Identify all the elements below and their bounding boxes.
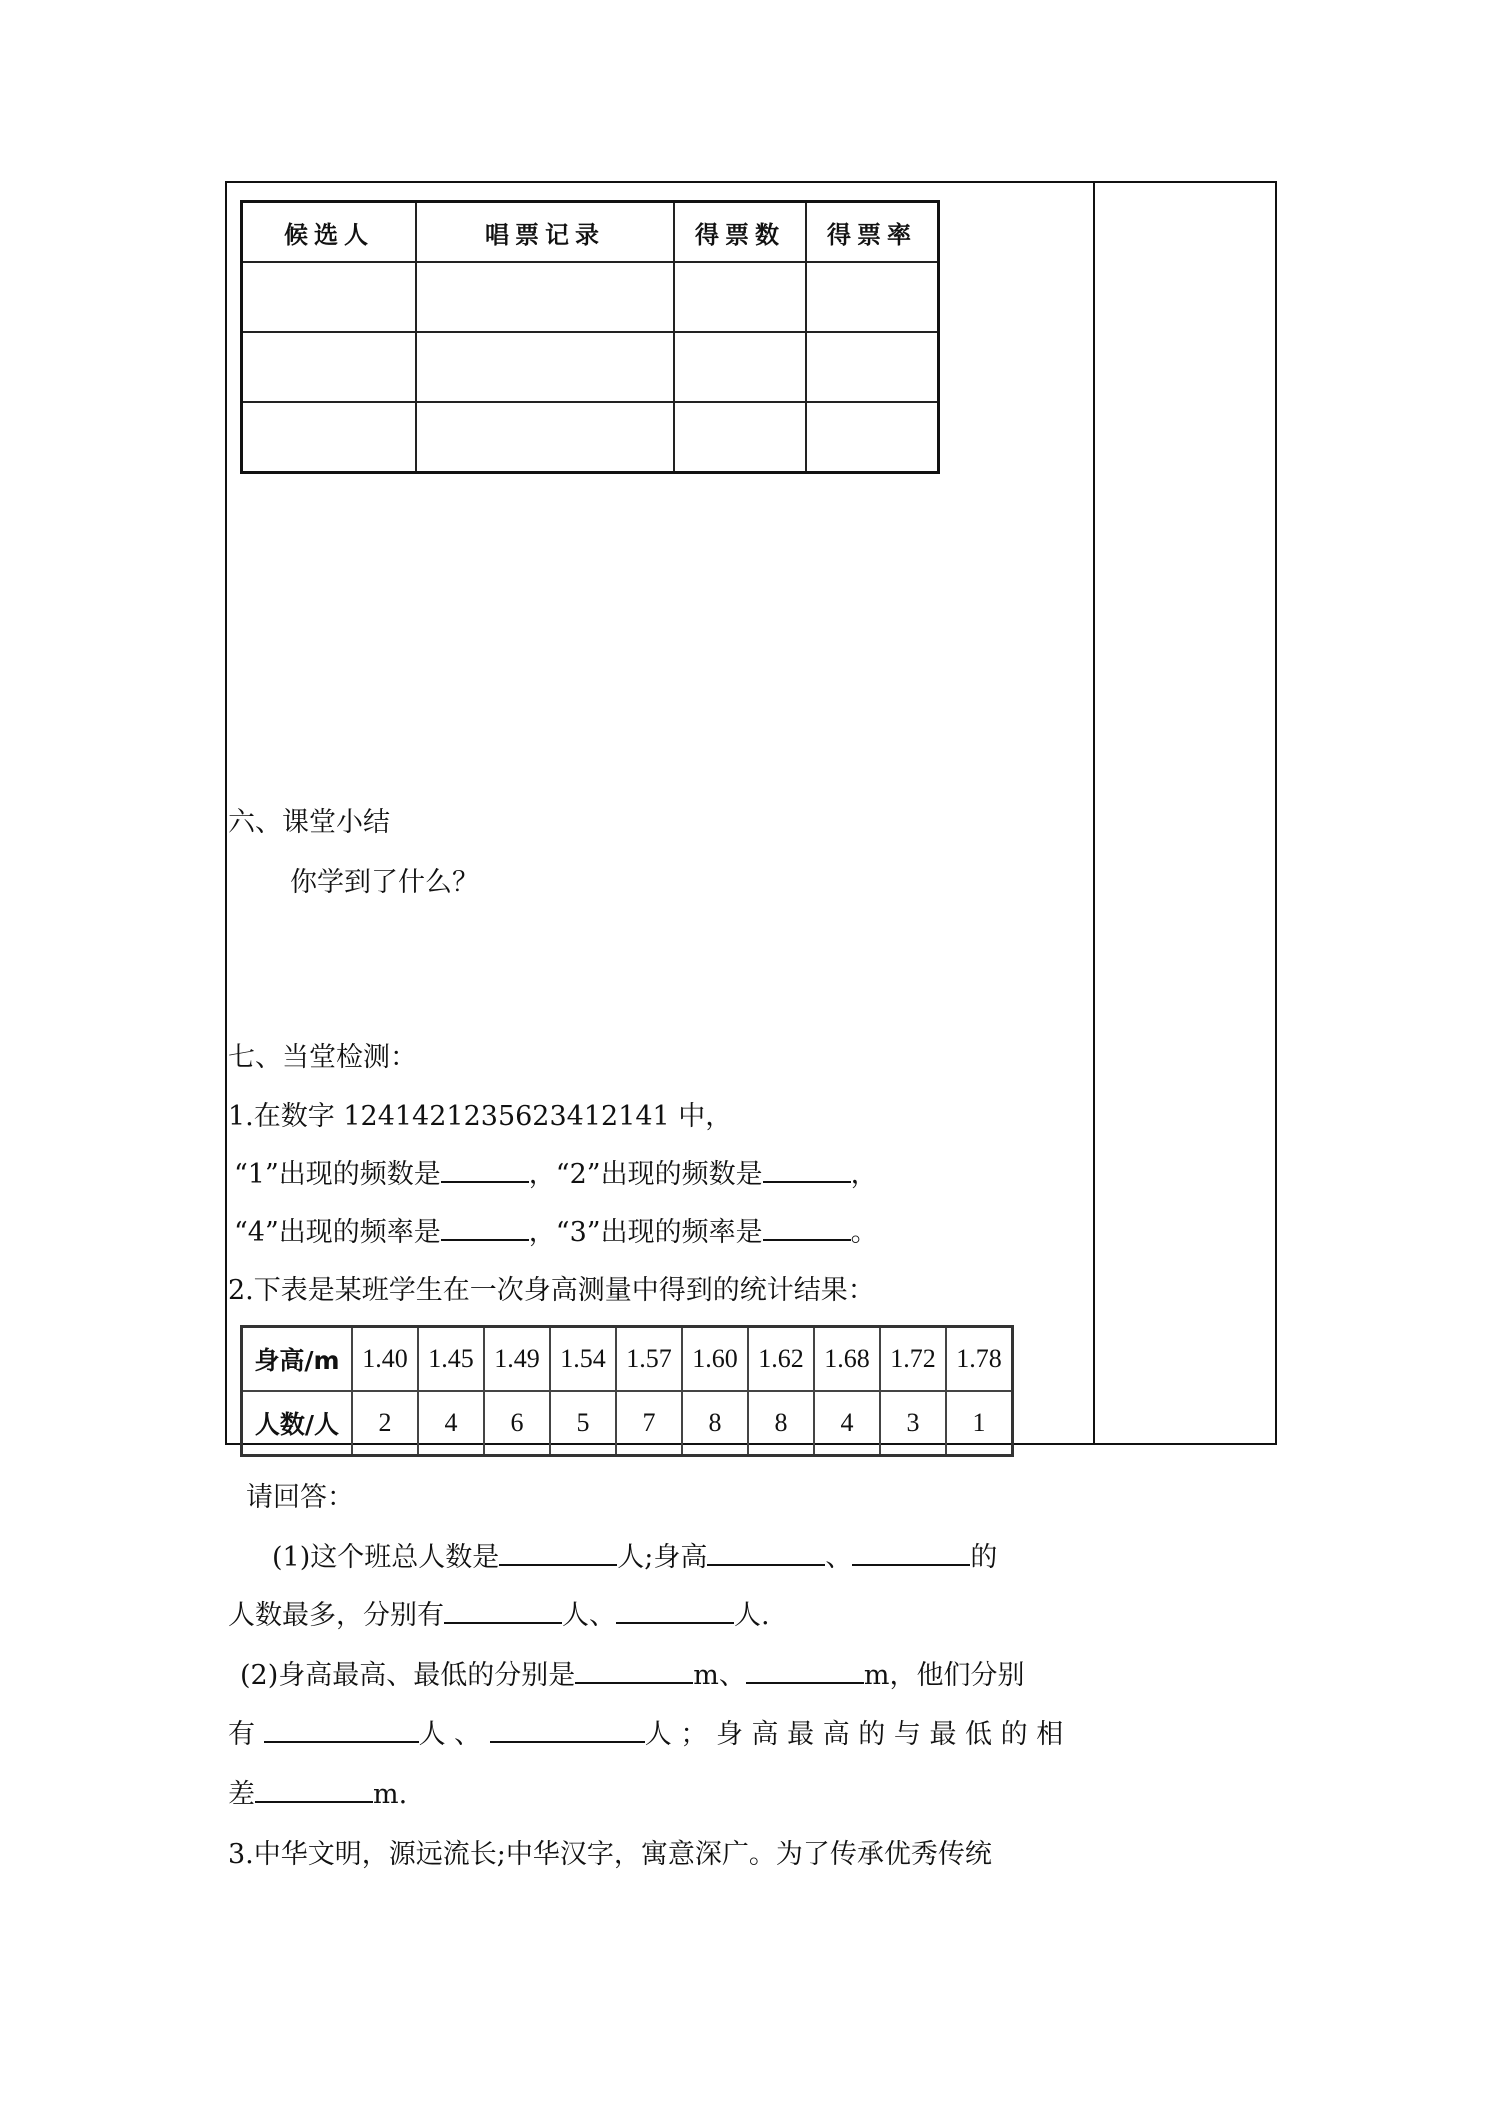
count-value: 6 — [484, 1391, 550, 1456]
q2-p1a: (1)这个班总人数是 — [272, 1542, 500, 1573]
answer-blank[interactable] — [763, 1211, 851, 1241]
header-vote-rate: 得票率 — [806, 202, 939, 263]
table-cell — [806, 332, 939, 402]
q1-l2a: “1”出现的频数是 — [234, 1159, 441, 1190]
q2-p2a: (2)身高最高、最低的分别是 — [240, 1660, 576, 1691]
q1-l3c: 。 — [850, 1217, 878, 1248]
q2-p2-line1 — [240, 1653, 1024, 1692]
answer-blank[interactable] — [255, 1773, 373, 1803]
height-stats-table — [240, 1325, 1014, 1457]
header-candidate: 候选人 — [242, 202, 417, 263]
height-value: 1.78 — [946, 1327, 1013, 1392]
q2-p2c: m，他们分别 — [863, 1660, 1025, 1691]
count-value: 2 — [352, 1391, 418, 1456]
table-cell — [674, 402, 806, 473]
table-cell — [806, 262, 939, 332]
count-value: 4 — [814, 1391, 880, 1456]
q2-prompt: 请回答： — [246, 1482, 354, 1513]
answer-blank[interactable] — [616, 1594, 734, 1624]
q2-p1d: 的 — [970, 1542, 998, 1573]
table-row — [242, 262, 939, 332]
table-cell — [242, 402, 417, 473]
answer-blank[interactable] — [852, 1536, 970, 1566]
count-value: 1 — [946, 1391, 1013, 1456]
q2-p2d: 有 — [228, 1719, 255, 1750]
q2-p1-line2 — [228, 1593, 770, 1632]
vote-record-table — [240, 200, 940, 474]
q1-line1: 1.在数字 1241421235623412141 中， — [228, 1101, 733, 1132]
count-value: 3 — [880, 1391, 946, 1456]
height-value: 1.40 — [352, 1327, 418, 1392]
table-cell — [806, 402, 939, 473]
height-value: 1.49 — [484, 1327, 550, 1392]
answer-blank[interactable] — [499, 1536, 617, 1566]
height-value: 1.57 — [616, 1327, 682, 1392]
table-cell — [416, 332, 674, 402]
q1-l2b: ，“2”出现的频数是 — [528, 1159, 763, 1190]
height-value: 1.45 — [418, 1327, 484, 1392]
answer-blank[interactable] — [444, 1594, 562, 1624]
q2-p2-line3 — [228, 1772, 407, 1811]
table-cell — [674, 332, 806, 402]
answer-blank[interactable] — [441, 1153, 529, 1183]
count-value: 5 — [550, 1391, 616, 1456]
table-row — [242, 332, 939, 402]
height-value: 1.72 — [880, 1327, 946, 1392]
q1-l3a: “4”出现的频率是 — [234, 1217, 441, 1248]
q2-p2b: m、 — [693, 1660, 746, 1691]
answer-blank[interactable] — [441, 1211, 529, 1241]
table-cell — [242, 332, 417, 402]
table-cell — [674, 262, 806, 332]
table-row — [242, 1391, 1013, 1456]
table-row — [242, 402, 939, 473]
answer-blank[interactable] — [746, 1654, 864, 1684]
answer-blank[interactable] — [264, 1713, 419, 1743]
answer-blank[interactable] — [575, 1654, 693, 1684]
q2-p1g: 人. — [734, 1600, 770, 1631]
q2-p2h: m. — [373, 1779, 408, 1810]
q2-p2-line2 — [228, 1712, 1063, 1751]
header-vote-count: 得票数 — [674, 202, 806, 263]
q3-line1: 3.中华文明，源远流长;中华汉字，寓意深广。为了传承优秀传统 — [228, 1839, 992, 1870]
answer-blank[interactable] — [490, 1713, 645, 1743]
height-value: 1.68 — [814, 1327, 880, 1392]
table-cell — [416, 262, 674, 332]
table-cell — [416, 402, 674, 473]
q2-p2f: 人 ； 身 高 最 高 的 与 最 低 的 相 — [644, 1719, 1064, 1750]
q2-p1b: 人;身高 — [617, 1542, 708, 1573]
section6-question: 你学到了什么？ — [290, 867, 479, 898]
section6-title: 六、课堂小结 — [228, 807, 390, 838]
q2-p1f: 人、 — [562, 1600, 616, 1631]
answer-blank[interactable] — [707, 1536, 825, 1566]
q2-p2e: 人 、 — [418, 1719, 482, 1750]
height-value: 1.60 — [682, 1327, 748, 1392]
header-vote-record: 唱票记录 — [416, 202, 674, 263]
count-value: 7 — [616, 1391, 682, 1456]
height-value: 1.54 — [550, 1327, 616, 1392]
q2-p1e: 人数最多，分别有 — [228, 1600, 444, 1631]
count-value: 8 — [748, 1391, 814, 1456]
count-value: 4 — [418, 1391, 484, 1456]
q2-intro: 2.下表是某班学生在一次身高测量中得到的统计结果： — [228, 1275, 875, 1306]
q2-p2g: 差 — [228, 1779, 255, 1810]
section7-title: 七、当堂检测： — [228, 1042, 417, 1073]
height-label: 身高/m — [242, 1327, 353, 1392]
table-cell — [242, 262, 417, 332]
q1-line3 — [234, 1210, 878, 1249]
column-divider — [1093, 181, 1095, 1445]
q2-p1c: 、 — [825, 1542, 853, 1573]
count-value: 8 — [682, 1391, 748, 1456]
q1-l3b: ，“3”出现的频率是 — [528, 1217, 763, 1248]
q1-line2 — [234, 1152, 878, 1191]
table-row — [242, 1327, 1013, 1392]
q1-l2c: ， — [850, 1159, 878, 1190]
height-value: 1.62 — [748, 1327, 814, 1392]
answer-blank[interactable] — [763, 1153, 851, 1183]
q2-p1-line1 — [272, 1535, 997, 1574]
count-label: 人数/人 — [242, 1391, 353, 1456]
